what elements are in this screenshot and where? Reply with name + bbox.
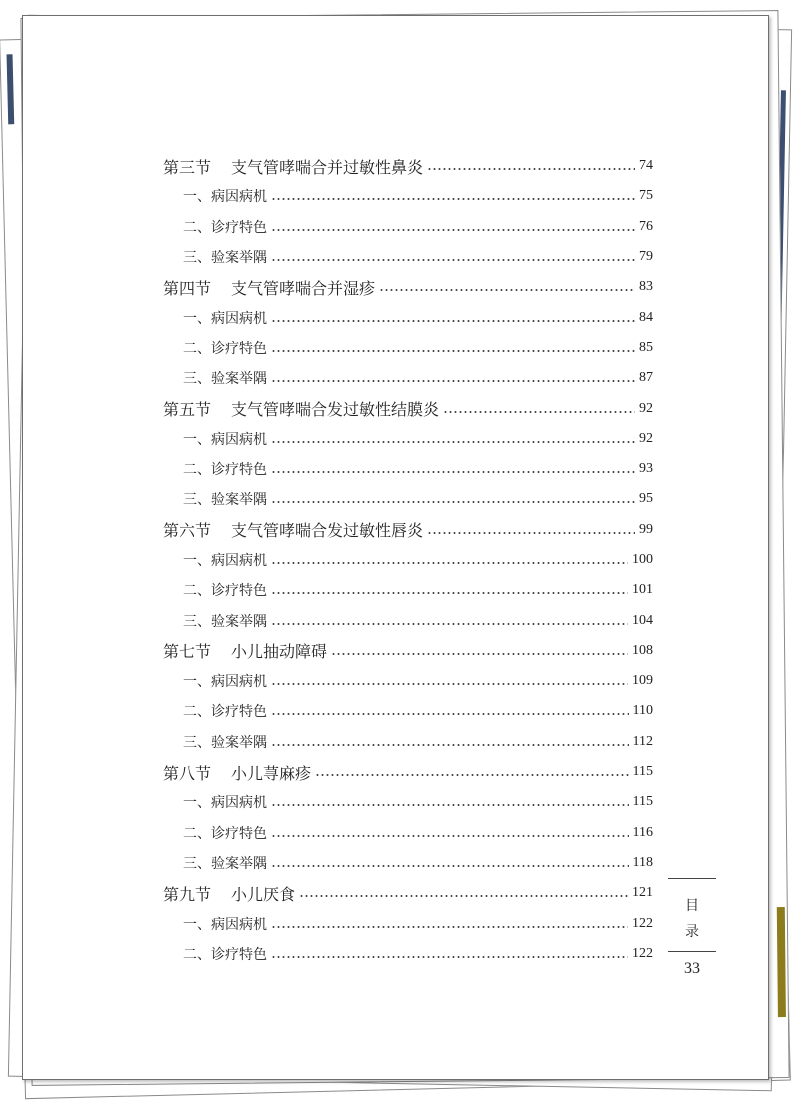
toc-subsection-row (163, 848, 653, 878)
toc-entry-label (163, 155, 423, 178)
toc-entry-label (163, 639, 327, 662)
toc-entry-label (183, 550, 267, 570)
dot-leader (271, 379, 635, 383)
dot-leader (271, 500, 635, 504)
dot-leader (271, 712, 629, 716)
toc-section-number: 第三节 (163, 157, 212, 177)
toc-subsection-row (163, 818, 653, 848)
toc-page-number: 115 (632, 794, 653, 810)
dot-leader (271, 925, 628, 929)
toc-page-number: 99 (639, 521, 653, 537)
toc-section-number: 第六节 (163, 521, 212, 541)
toc-page-number: 112 (632, 733, 653, 749)
side-label (668, 879, 716, 951)
toc-subsection-row (163, 605, 653, 635)
dot-leader (427, 531, 635, 535)
toc-subsection-row (163, 302, 653, 332)
side-char-2: 录 (685, 924, 699, 940)
toc-entry-label (183, 580, 267, 600)
toc-section-row (163, 515, 653, 545)
toc-entry-label (183, 611, 267, 631)
toc-section-number: 第八节 (163, 763, 212, 783)
toc-entry-label (183, 944, 267, 964)
toc-subsection-row (163, 939, 653, 969)
toc-entry-title: 支气管哮喘合并过敏性鼻炎 (231, 157, 424, 177)
toc-entry-label (183, 308, 267, 328)
toc-page-number: 87 (639, 370, 653, 386)
toc-subsection-row (163, 545, 653, 575)
dot-leader (271, 864, 629, 868)
toc-subsection-row (163, 363, 653, 393)
toc-entry-title: 三、验案举隅 (183, 855, 267, 872)
side-marker (668, 878, 716, 978)
toc-page-number: 79 (639, 249, 653, 265)
toc-entry-label (183, 338, 267, 358)
toc-entry-label (163, 761, 311, 784)
toc-page-number: 76 (639, 218, 653, 234)
toc-page-number: 75 (639, 188, 653, 204)
toc-entry-label (183, 247, 267, 267)
toc-entry-label (183, 914, 267, 934)
toc-entry-title: 一、病因病机 (183, 431, 267, 448)
toc-entry-title: 支气管哮喘合发过敏性唇炎 (231, 521, 424, 541)
toc-subsection-row (163, 454, 653, 484)
toc-subsection-row (163, 181, 653, 211)
toc-entry-label (183, 792, 267, 812)
toc-section-number: 第七节 (163, 642, 212, 662)
toc-page-number: 85 (639, 339, 653, 355)
toc-page-number: 83 (639, 279, 653, 295)
toc-page-number: 121 (632, 885, 653, 901)
toc-section-row (163, 636, 653, 666)
toc-entry-label (163, 276, 375, 299)
dot-leader (271, 591, 628, 595)
toc-entry-title: 二、诊疗特色 (183, 946, 267, 963)
toc-subsection-row (163, 242, 653, 272)
toc-section-row (163, 272, 653, 302)
toc-section-number: 第五节 (163, 400, 212, 420)
toc-subsection-row (163, 212, 653, 242)
toc-entry-title: 一、病因病机 (183, 310, 267, 327)
toc-entry-title: 三、验案举隅 (183, 492, 267, 509)
toc-subsection-row (163, 666, 653, 696)
toc-section-number: 第九节 (163, 884, 212, 904)
toc-entry-label (163, 518, 423, 541)
toc-entry-label (183, 489, 267, 509)
toc-page-number: 101 (632, 582, 653, 598)
toc-section-number: 第四节 (163, 278, 212, 298)
toc-entry-title: 二、诊疗特色 (183, 462, 267, 479)
toc-entry-title: 一、病因病机 (183, 553, 267, 569)
dot-leader (299, 894, 628, 898)
toc-subsection-row (163, 484, 653, 514)
toc-entry-label (183, 368, 267, 388)
toc-entry-title: 一、病因病机 (183, 916, 267, 933)
toc-subsection-row (163, 727, 653, 757)
toc-page-number: 110 (632, 703, 653, 719)
dot-leader (271, 349, 635, 353)
toc-entry-label (183, 732, 267, 752)
dot-leader (271, 803, 629, 807)
toc-entry-label (163, 882, 295, 905)
toc-page-number: 122 (632, 945, 653, 961)
toc-entry-label (183, 186, 267, 206)
toc-entry-title: 二、诊疗特色 (183, 219, 267, 236)
book-page (22, 15, 769, 1080)
toc-subsection-row (163, 908, 653, 938)
toc-section-row (163, 151, 653, 181)
toc-entry-title: 小儿厌食 (231, 884, 296, 904)
table-of-contents (163, 151, 653, 969)
dot-leader (271, 228, 635, 232)
toc-entry-label (163, 397, 439, 420)
toc-entry-label (183, 429, 267, 449)
toc-entry-title: 一、病因病机 (183, 795, 267, 812)
toc-entry-label (183, 217, 267, 237)
side-char-1: 目 (685, 898, 699, 914)
toc-page-number: 93 (639, 461, 653, 477)
dot-leader (271, 682, 628, 686)
dot-leader (443, 410, 635, 414)
toc-entry-label (183, 823, 267, 843)
dot-leader (271, 955, 628, 959)
dot-leader (271, 561, 628, 565)
toc-page-number: 115 (632, 764, 653, 780)
toc-subsection-row (163, 424, 653, 454)
toc-page-number: 92 (639, 400, 653, 416)
dot-leader (271, 834, 629, 838)
toc-page-number: 104 (632, 612, 653, 628)
toc-page-number: 109 (632, 673, 653, 689)
dot-leader (315, 773, 628, 777)
toc-page-number: 100 (632, 552, 653, 567)
toc-entry-title: 二、诊疗特色 (183, 704, 267, 721)
toc-section-row (163, 878, 653, 908)
toc-entry-title: 一、病因病机 (183, 674, 267, 691)
toc-entry-title: 二、诊疗特色 (183, 583, 267, 600)
page-number: 33 (684, 960, 700, 977)
toc-subsection-row (163, 787, 653, 817)
toc-page-number: 122 (632, 915, 653, 931)
toc-entry-title: 支气管哮喘合发过敏性结膜炎 (231, 400, 440, 420)
toc-entry-label (183, 671, 267, 691)
toc-entry-title: 三、验案举隅 (183, 371, 267, 388)
toc-entry-label (183, 701, 267, 721)
toc-entry-title: 小儿抽动障碍 (231, 642, 328, 662)
dot-leader (271, 470, 635, 474)
toc-entry-title: 二、诊疗特色 (183, 340, 267, 357)
toc-entry-title: 小儿荨麻疹 (231, 763, 312, 783)
toc-entry-title: 支气管哮喘合并湿疹 (231, 278, 376, 298)
dot-leader (379, 288, 635, 292)
dot-leader (271, 258, 635, 262)
toc-entry-label (183, 853, 267, 873)
toc-page-number: 84 (639, 309, 653, 325)
toc-subsection-row (163, 333, 653, 363)
toc-section-row (163, 757, 653, 787)
dot-leader (331, 652, 628, 656)
dot-leader (271, 197, 635, 201)
toc-section-row (163, 393, 653, 423)
toc-entry-title: 一、病因病机 (183, 189, 267, 206)
toc-subsection-row (163, 575, 653, 605)
toc-entry-title: 三、验案举隅 (183, 250, 267, 267)
toc-subsection-row (163, 696, 653, 726)
toc-page-number: 108 (632, 642, 653, 658)
toc-page-number: 95 (639, 491, 653, 507)
dot-leader (271, 743, 629, 747)
toc-page-number: 116 (632, 824, 653, 840)
toc-page-number: 92 (639, 430, 653, 446)
toc-entry-title: 二、诊疗特色 (183, 825, 267, 842)
toc-page-number: 118 (632, 854, 653, 870)
toc-entry-label (183, 459, 267, 479)
toc-entry-title: 三、验案举隅 (183, 613, 267, 630)
toc-page-number: 74 (639, 158, 653, 174)
toc-entry-title: 三、验案举隅 (183, 734, 267, 751)
dot-leader (427, 167, 635, 171)
dot-leader (271, 440, 635, 444)
dot-leader (271, 622, 628, 626)
dot-leader (271, 319, 635, 323)
